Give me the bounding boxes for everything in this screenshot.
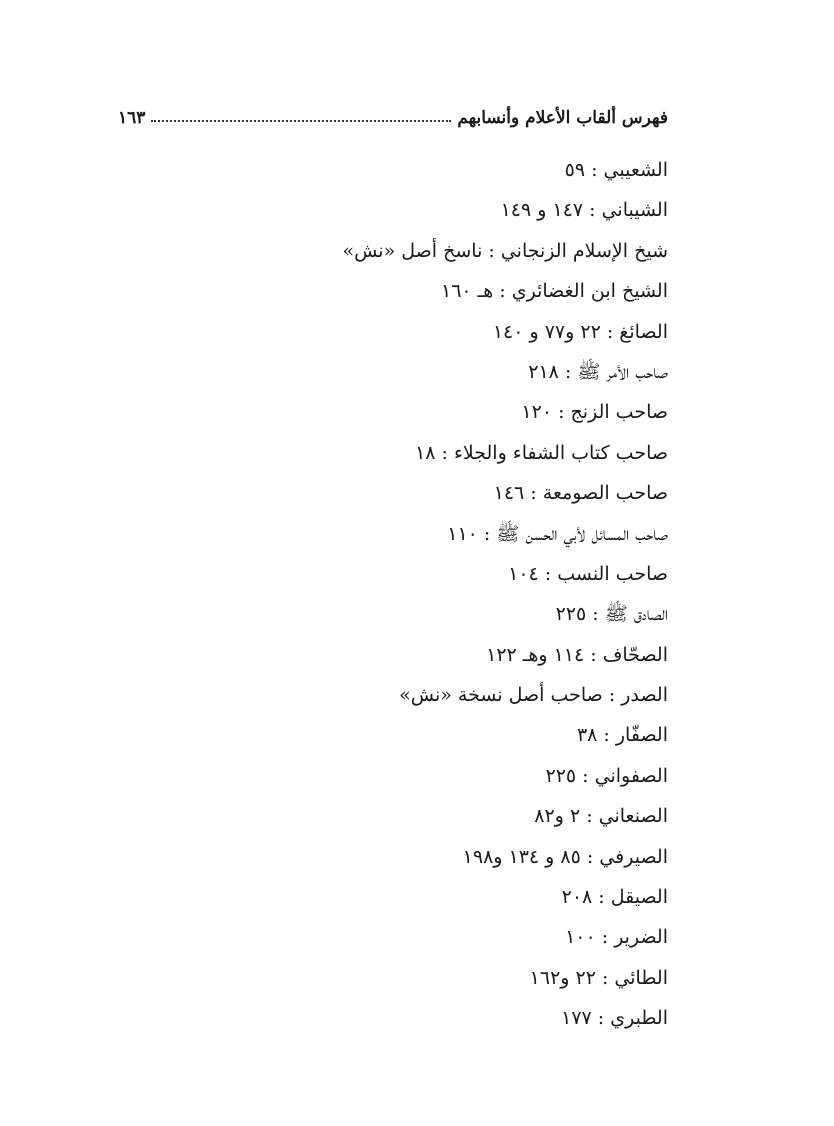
index-entry: الشيخ ابن الغضائري : هـ ١٦٠: [441, 280, 668, 303]
index-entry: شيخ الإسلام الزنجاني : ناسخ أصل «نش»: [342, 239, 668, 262]
index-entry: الطائي : ٢٢ و١٦٢: [529, 966, 668, 989]
index-entry: الصائغ : ٢٢ و٧٧ و ١٤٠: [492, 320, 668, 343]
index-entry: الشيباني : ١٤٧ و ١٤٩: [500, 199, 668, 222]
index-entry: الطبري : ١٧٧: [561, 1007, 668, 1030]
index-entries: [268, 150, 668, 1039]
index-entry: الضرير : ١٠٠: [565, 926, 668, 949]
index-entry: الصادق ﷺ : ٢٢٥: [555, 603, 668, 626]
page-number: ١٦٣: [118, 108, 146, 128]
index-entry: صاحب الصومعة : ١٤٦: [493, 482, 668, 505]
index-entry: الصيرفي : ٨٥ و ١٣٤ و١٩٨: [462, 845, 668, 868]
running-header: [118, 96, 668, 128]
index-entry: صاحب المسائل لأبي الحسن ﷺ : ١١٠: [447, 522, 668, 545]
index-entry: صاحب كتاب الشفاء والجلاء : ١٨: [415, 441, 668, 464]
index-entry: الصفّار : ٣٨: [576, 724, 668, 747]
header-title: فهرس ألقاب الأعلام وأنسابهم: [457, 108, 668, 128]
index-entry: صاحب النسب : ١٠٤: [508, 562, 668, 585]
dot-leader: [151, 120, 451, 122]
index-entry: الشعيبي : ٥٩: [564, 159, 668, 181]
index-entry: الصنعاني : ٢ و٨٢: [534, 805, 668, 828]
index-entry: صاحب الأمر ﷺ : ٢١٨: [528, 360, 668, 383]
index-entry: صاحب الزنج : ١٢٠: [521, 401, 668, 424]
index-entry: الصدر : صاحب أصل نسخة «نش»: [399, 684, 668, 707]
index-entry: الصيقل : ٢٠٨: [561, 886, 668, 909]
index-entry: الصحّاف : ١١٤ وهـ ١٢٢: [486, 643, 668, 666]
index-entry: الصفواني : ٢٢٥: [545, 764, 668, 787]
